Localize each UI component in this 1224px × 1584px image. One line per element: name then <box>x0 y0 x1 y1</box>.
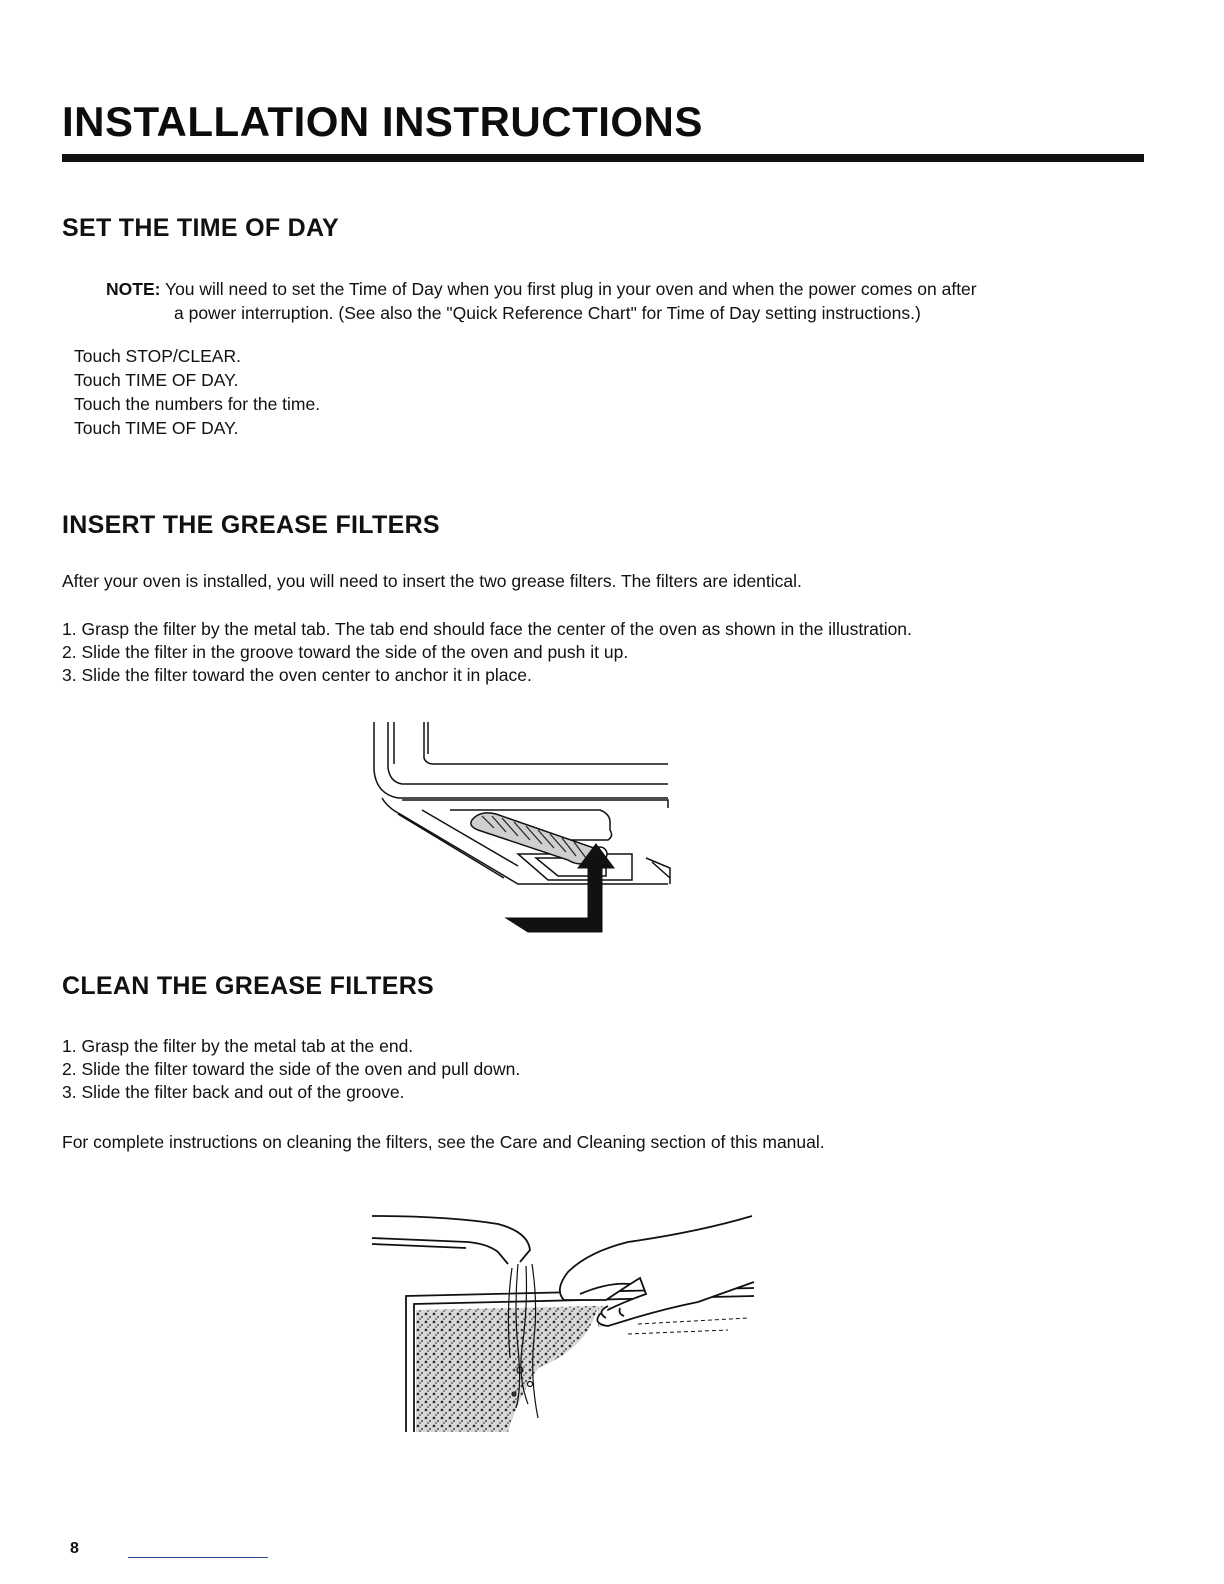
list-item: 1. Grasp the filter by the metal tab at the end. <box>62 1036 414 1056</box>
time-of-day-steps <box>74 344 320 440</box>
time-of-day-note <box>106 277 1136 325</box>
list-item: 2. Slide the filter toward the side of the oven and pull down. <box>62 1059 521 1079</box>
note-line-2: a power interruption. (See also the "Quick Reference Chart" for Time of Day setting instructions.) <box>174 303 921 323</box>
insert-filters-intro: After your oven is installed, you will need to insert the two grease filters. The filters are identical. <box>62 571 802 591</box>
note-line-1: You will need to set the Time of Day when you first plug in your oven and when the power comes on after <box>165 279 977 299</box>
page-title: INSTALLATION INSTRUCTIONS <box>62 98 703 145</box>
title-rule <box>62 154 1144 162</box>
list-item: Touch the numbers for the time. <box>74 394 321 414</box>
page-number: 8 <box>70 1540 79 1557</box>
list-item: Touch STOP/CLEAR. <box>74 346 241 366</box>
time-of-day-heading: SET THE TIME OF DAY <box>62 214 340 242</box>
insert-filters-steps <box>62 618 912 687</box>
clean-filter-illustration <box>368 1208 768 1436</box>
list-item: 2. Slide the filter in the groove toward the side of the oven and push it up. <box>62 642 629 662</box>
list-item: 3. Slide the filter back and out of the groove. <box>62 1082 405 1102</box>
clean-filters-heading: CLEAN THE GREASE FILTERS <box>62 972 435 1000</box>
list-item: Touch TIME OF DAY. <box>74 418 239 438</box>
list-item: 3. Slide the filter toward the oven center to anchor it in place. <box>62 665 532 685</box>
clean-filters-steps <box>62 1035 520 1104</box>
insert-filter-illustration <box>368 718 678 940</box>
insert-filters-heading: INSERT THE GREASE FILTERS <box>62 511 440 539</box>
note-label: NOTE: <box>106 279 161 299</box>
list-item: Touch TIME OF DAY. <box>74 370 239 390</box>
footer-rule <box>128 1557 268 1558</box>
list-item: 1. Grasp the filter by the metal tab. The tab end should face the center of the oven as shown in the illustration. <box>62 619 912 639</box>
clean-filters-closing: For complete instructions on cleaning the filters, see the Care and Cleaning section of this manual. <box>62 1132 825 1152</box>
